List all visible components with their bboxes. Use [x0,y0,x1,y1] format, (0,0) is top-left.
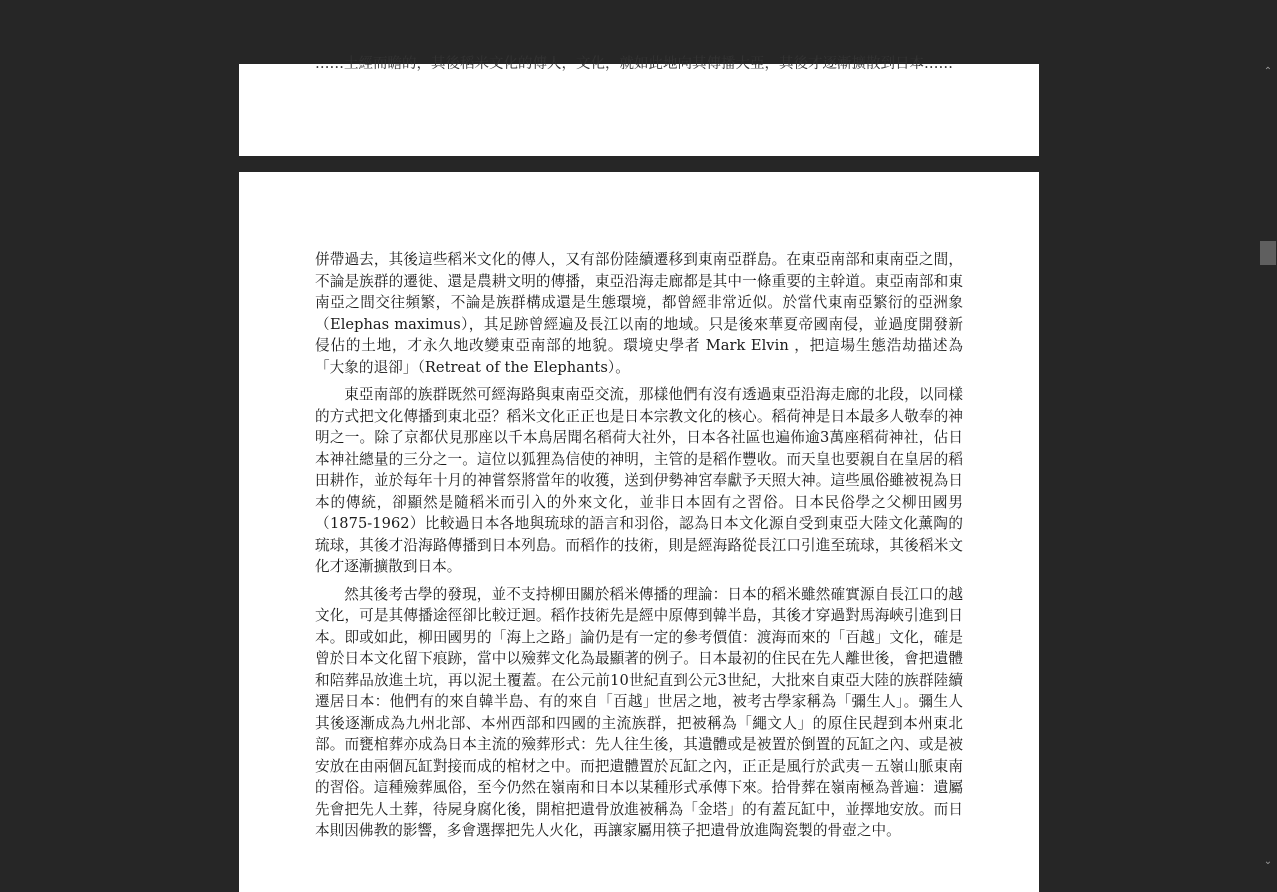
previous-page-last-line: ……土經而瞻的，其後稻米文化的傳人，文化，就如此地向其傳播大亞，其後才逐漸擴散到日本…… [315,56,953,72]
scroll-down-icon[interactable]: ⌄ [1263,856,1273,867]
page-body [315,249,963,848]
paragraph: 然其後考古學的發現，並不支持柳田關於稻米傳播的理論：日本的稻米雖然確實源自長江口的越文化，可是其傳播途徑卻比較迂迴。稻作技術先是經中原傳到韓半島，其後才穿過對馬海峽引進到日本。即或如此，柳田國男的「海上之路」論仍是有一定的參考價值：渡海而來的「百越」文化，確是曾於日本文化留下痕跡，當中以殮葬文化為最顯著的例子。日本最初的住民在先人離世後，會把遺體和陪葬品放進土坑，再以泥土覆蓋。在公元前10世紀直到公元3世紀，大批來自東亞大陸的族群陸續遷居日本：他們有的來自韓半島、有的來自「百越」世居之地，被考古學家稱為「彌生人」。彌生人其後逐漸成為九州北部、本州西部和四國的主流族群，把被稱為「繩文人」的原住民趕到本州東北部。而甕棺葬亦成為日本主流的殮葬形式：先人往生後，其遺體或是被置於倒置的瓦缸之內、或是被安放在由兩個瓦缸對接而成的棺材之中。而把遺體置於瓦缸之內，正正是風行於武夷－五嶺山脈東南的習俗。這種殮葬風俗，至今仍然在嶺南和日本以某種形式承傳下來。拾骨葬在嶺南極為普遍：遺屬先會把先人土葬，待屍身腐化後，開棺把遺骨放進被稱為「金塔」的有蓋瓦缸中，並擇地安放。而日本則因佛教的影響，多會選擇把先人火化，再讓家屬用筷子把遺骨放進陶瓷製的骨壺之中。 [315,585,963,839]
scroll-thumb[interactable] [1260,241,1276,265]
vertical-scrollbar[interactable] [1259,0,1277,870]
scroll-up-icon[interactable]: ⌃ [1263,66,1273,77]
paragraph: 併帶過去，其後這些稻米文化的傳人，又有部份陸續遷移到東南亞群島。在東亞南部和東南亞之間，不論是族群的遷徙、還是農耕文明的傳播，東亞沿海走廊都是其中一條重要的主幹道。東亞南部和東南亞之間交往頻繁，不論是族群構成還是生態環境，都曾經非常近似。於當代東南亞繁衍的亞洲象（Elephas maximus），其足跡曾經遍及長江以南的地域。只是後來華夏帝國南侵，並過度開發新侵佔的土地，才永久地改變東亞南部的地貌。環境史學者 Mark Elvin ，把這場生態浩劫描述為「大象的退卻」（Retreat of the Elephants）。 [315,251,963,376]
previous-page [239,56,1039,156]
paragraph: 東亞南部的族群既然可經海路與東南亞交流，那樣他們有沒有透過東亞沿海走廊的北段，以同樣的方式把文化傳播到東北亞？稻米文化正正也是日本宗教文化的核心。稻荷神是日本最多人敬奉的神明之一。除了京都伏見那座以千本鳥居聞名稻荷大社外，日本各社區也遍佈逾3萬座稻荷神社，佔日本神社總量的三分之一。這位以狐狸為信使的神明，主管的是稻作豐收。而天皇也要親自在皇居的稻田耕作，並於每年十月的神嘗祭將當年的收獲，送到伊勢神宮奉獻予天照大神。這些風俗雖被視為日本的傳統，卻顯然是隨稻米而引入的外來文化，並非日本固有之習俗。日本民俗學之父柳田國男（1875-1962）比較過日本各地與琉球的語言和羽俗，認為日本文化源自受到東亞大陸文化薰陶的琉球，其後才沿海路傳播到日本列島。而稻作的技術，則是經海路從長江口引進至琉球，其後稻米文化才逐漸擴散到日本。 [315,386,963,575]
current-page [239,172,1039,892]
